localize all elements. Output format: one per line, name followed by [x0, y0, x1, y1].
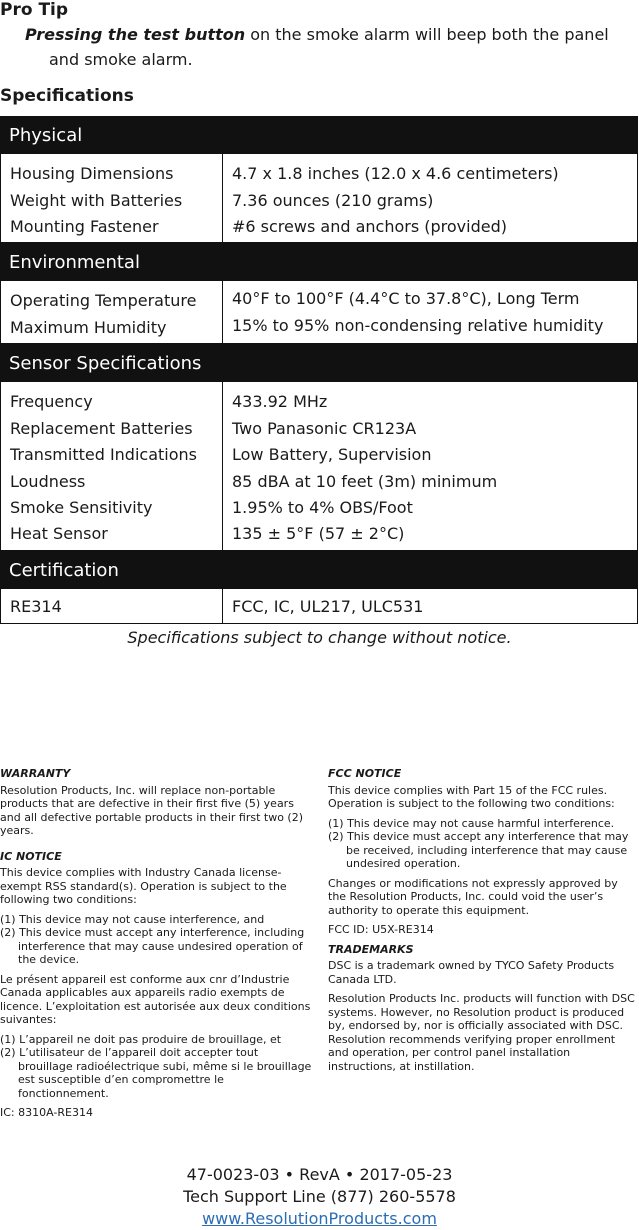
- spec-label: Maximum Humidity: [10, 318, 167, 337]
- spec-value: 135 ± 5°F (57 ± 2°C): [232, 524, 405, 543]
- ic-notice-list-fr: [0, 1033, 312, 1101]
- spec-label: Heat Sensor: [10, 524, 108, 543]
- spec-label: RE314: [10, 597, 62, 616]
- section-heading-environmental: Environmental: [0, 243, 638, 281]
- trademarks-p2: Resolution Products Inc. products will function with DSC systems. However, no Resolution product is produced by, endorsed by, nor is officially associated with DSC. Resolution recommends verifying proper enrollment and operation, per control panel installation instructions, at instillation.: [328, 992, 635, 1073]
- fcc-id: FCC ID: U5X-RE314: [328, 923, 434, 936]
- footer: [0, 1164, 639, 1230]
- list-item: (1) This device may not cause harmful interference.: [328, 816, 615, 830]
- support-line: Tech Support Line (877) 260-5578: [183, 1187, 456, 1206]
- pro-tip-text: [25, 22, 625, 72]
- spec-label: Transmitted Indications: [10, 445, 197, 464]
- section-body-environmental: [0, 281, 638, 344]
- list-item: (2) L’utilisateur de l’appareil doit accepter tout brouillage radioélectrique subi, même si le brouillage est susceptible d’en compromettre le fonctionnement.: [0, 1046, 312, 1100]
- pro-tip-lead: Pressing the test button: [25, 25, 246, 44]
- list-item: (1) L’appareil ne doit pas produire de brouillage, et: [0, 1032, 282, 1046]
- spec-value: 4.7 x 1.8 inches (12.0 x 4.6 centimeters): [232, 164, 559, 183]
- spec-value: Low Battery, Supervision: [232, 445, 432, 464]
- fcc-notice-heading: FCC NOTICE: [328, 767, 402, 780]
- trademarks-p1: DSC is a trademark owned by TYCO Safety Products Canada LTD.: [328, 959, 615, 986]
- spec-label: Loudness: [10, 472, 86, 491]
- spec-label: Frequency: [10, 392, 93, 411]
- spec-value: 85 dBA at 10 feet (3m) minimum: [232, 472, 498, 491]
- spec-value: 40°F to 100°F (4.4°C to 37.8°C), Long Term: [232, 289, 580, 308]
- spec-value: 433.92 MHz: [232, 392, 328, 411]
- spec-label: Weight with Batteries: [10, 191, 183, 210]
- spec-value: 7.36 ounces (210 grams): [232, 191, 434, 210]
- spec-label: Replacement Batteries: [10, 419, 193, 438]
- spec-label: Operating Temperature: [10, 291, 197, 310]
- fcc-notice-list: [328, 817, 639, 871]
- ic-notice-list: [0, 913, 312, 967]
- ic-notice-intro: This device complies with Industry Canada license-exempt RSS standard(s). Operation is subject to the following two conditions:: [0, 866, 287, 906]
- fcc-notice-changes: Changes or modifications not expressly approved by the Resolution Products, Inc. could void the user’s authority to operate this equipment.: [328, 876, 618, 917]
- section-heading-certification: Certification: [0, 551, 638, 589]
- fcc-notice-intro: This device complies with Part 15 of the FCC rules. Operation is subject to the following two conditions:: [328, 783, 615, 810]
- specifications-table: [0, 116, 638, 624]
- spec-value: #6 screws and anchors (provided): [232, 217, 507, 236]
- website-link[interactable]: www.ResolutionProducts.com: [202, 1209, 437, 1228]
- pro-tip-title: Pro Tip: [0, 0, 69, 20]
- pro-tip-body: on the smoke alarm will beep both the panel and smoke alarm.: [49, 25, 609, 69]
- spec-value: 1.95% to 4% OBS/Foot: [232, 498, 413, 517]
- spec-label: Mounting Fastener: [10, 217, 159, 236]
- spec-label: Smoke Sensitivity: [10, 498, 153, 517]
- list-item: (2) This device must accept any interference, including interference that may cause undesired operation of the device.: [0, 926, 305, 966]
- list-item: (1) This device may not cause interference, and: [0, 912, 265, 926]
- section-heading-physical: Physical: [0, 116, 638, 154]
- spec-value: 15% to 95% non-condensing relative humidity: [232, 316, 604, 335]
- ic-id: IC: 8310A-RE314: [0, 1106, 93, 1119]
- section-body-sensor: [0, 382, 638, 551]
- section-body-physical: [0, 154, 638, 243]
- trademarks-heading: TRADEMARKS: [328, 942, 414, 956]
- legal-right-column: [328, 767, 639, 1079]
- specifications-title: Specifications: [0, 86, 134, 106]
- spec-label: Housing Dimensions: [10, 164, 174, 183]
- specifications-notice: Specifications subject to change without notice.: [127, 628, 512, 647]
- document-id: 47-0023-03 • RevA • 2017-05-23: [186, 1165, 453, 1184]
- section-heading-sensor: Sensor Specifications: [0, 344, 638, 382]
- section-body-certification: [0, 589, 638, 624]
- spec-value: FCC, IC, UL217, ULC531: [232, 597, 424, 616]
- ic-notice-heading: IC NOTICE: [0, 849, 62, 863]
- warranty-text: Resolution Products, Inc. will replace non-portable products that are defective in their first five (5) years and all defective portable products in their first two (2) years.: [0, 783, 304, 837]
- list-item: (2) This device must accept any interference that may be received, including interference that may cause undesired operation.: [328, 830, 629, 870]
- warranty-heading: WARRANTY: [0, 767, 71, 780]
- spec-value: Two Panasonic CR123A: [232, 419, 417, 438]
- ic-notice-intro-fr: Le présent appareil est conforme aux cnr d’Industrie Canada applicables aux appareils radio exempts de licence. L’exploitation est autorisée aux deux conditions suivantes:: [0, 972, 311, 1026]
- legal-left-column: [0, 767, 312, 1126]
